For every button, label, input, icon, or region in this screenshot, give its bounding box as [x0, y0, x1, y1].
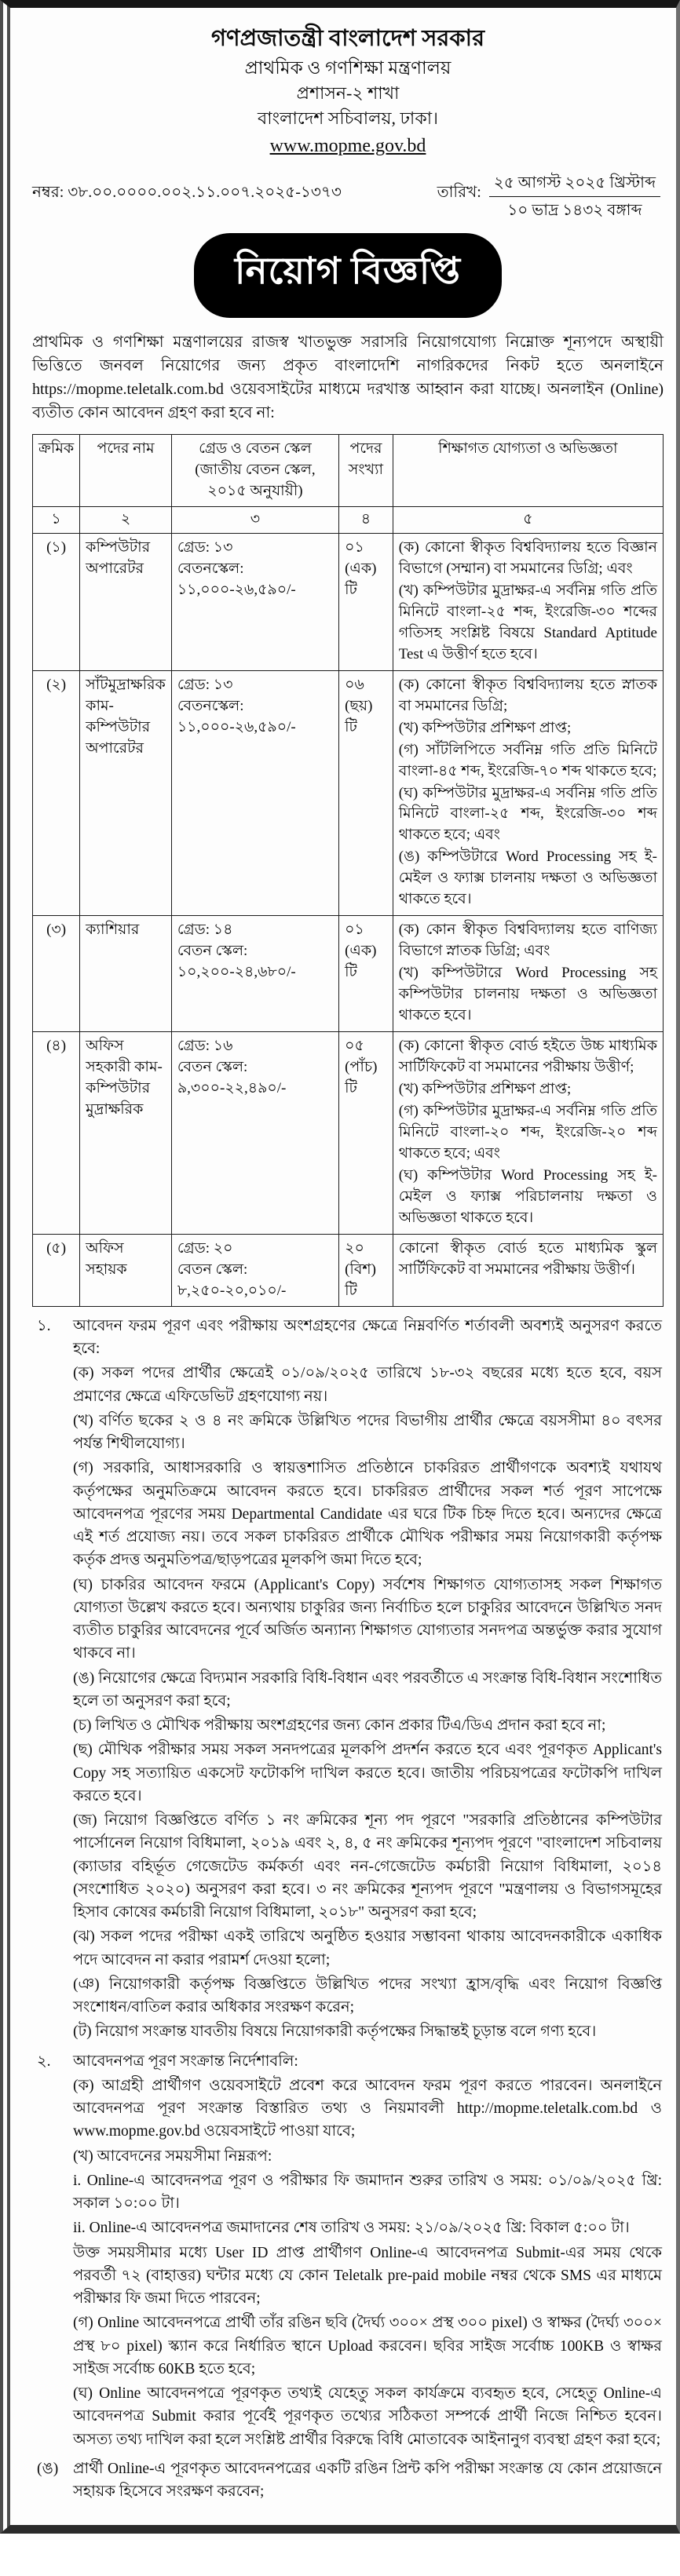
intro-paragraph: প্রাথমিক ও গণশিক্ষা মন্ত্রণালয়ের রাজস্ব খাতভুক্ত সরাসরি নিয়োগযোগ্য নিম্নোক্ত শূন্যপদে অস্থায়ী ভিত্তিতে জনবল নিয়োগের জন্য প্রকৃত বাংলাদেশি নাগরিকদের নিকট হতে অনলাইনে https://mopme.teletalk.com.bd ওয়েবসাইটের মাধ্যমে দরখাস্ত আহ্বান করা যাচ্ছে। অনলাইন (Online) ব্যতীত কোন আবেদন গ্রহণ করা হবে না: — [32, 333, 664, 421]
post-name-cell: অফিস সহায়ক — [80, 1234, 172, 1306]
recruitment-table — [32, 434, 664, 1307]
qualification-line: (ক) কোন স্বীকৃত বিশ্ববিদ্যালয় হতে বাণিজ্য বিভাগে স্নাতক ডিগ্রি; এবং — [398, 921, 657, 960]
qualification-line: (ঘ) কম্পিউটার Word Processing সহ ই-মেইল ও ফ্যাক্স পরিচালনায় দক্ষতা ও অভিজ্ঞতা থাকতে হবে। — [398, 1166, 657, 1226]
condition-section — [32, 2457, 664, 2505]
col-header-count: পদের সংখ্যা — [339, 434, 393, 506]
condition-item: (খ) বর্ণিত ছকের ২ ও ৪ নং ক্রমিকে উল্লিখিত পদের বিভাগীয় প্রার্থীর ক্ষেত্রে বয়সসীমা ৪০ বৎসর পর্যন্ত শিথীলযোগ্য। — [73, 1412, 662, 1453]
condition-item: (খ) আবেদনের সময়সীমা নিম্নরূপ: — [73, 2147, 272, 2165]
government-title: গণপ্রজাতন্ত্রী বাংলাদেশ সরকার — [210, 26, 485, 51]
condition-item: (ছ) মৌখিক পরীক্ষার সময় সকল সনদপত্রের মূলকপি প্রদর্শন করতে হবে এবং পূরণকৃত Applicant's Copy সহ সত্যায়িত একসেট ফটোকপি দাখিল করতে হবে। জাতীয় পরিচয়পত্রের ফটোকপি দাখিল করতে হবে। — [73, 1742, 662, 1804]
condition-section — [32, 1315, 664, 2045]
col-number: ১ — [33, 506, 80, 533]
col-number: ৩ — [171, 506, 338, 533]
qualification-line: (ক) কোনো স্বীকৃত বিশ্ববিদ্যালয় হতে স্নাতক বা সমমানের ডিগ্রি; — [398, 676, 657, 714]
col-number: ৪ — [339, 506, 393, 533]
post-count-cell: ০১ (এক) টি — [339, 533, 393, 670]
table-row — [33, 1234, 664, 1306]
secretariat-address: বাংলাদেশ সচিবালয়, ঢাকা। — [258, 108, 438, 129]
qualification-line: (খ) কম্পিউটার মুদ্রাক্ষর-এ সর্বনিম্ন গতি প্রতি মিনিটে বাংলা-২৫ শব্দ, ইংরেজি-৩০ শব্দের গতিসহ সংশ্লিষ্ট বিষয়ে Standard Aptitude Test এ উত্তীর্ণ হতে হবে। — [398, 582, 657, 662]
table-row — [33, 533, 664, 670]
qualification-line: (খ) কম্পিউটার প্রশিক্ষণ প্রাপ্ত; — [398, 1081, 572, 1098]
grade-scale-cell: গ্রেড: ১৩ বেতনস্কেল: ১১,০০০-২৬,৫৯০/- — [171, 533, 338, 670]
table-row — [33, 916, 664, 1032]
condition-item: (ট) নিয়োগ সংক্রান্ত যাবতীয় বিষয়ে নিয়োগকারী কর্তৃপক্ষের সিদ্ধান্তই চূড়ান্ত বলে গণ্য হবে। — [73, 2023, 597, 2041]
notice-title: নিয়োগ বিজ্ঞপ্তি — [194, 233, 502, 318]
date-stack — [489, 171, 660, 222]
qualification-line: (খ) কম্পিউটার প্রশিক্ষণ প্রাপ্ত; — [398, 719, 572, 736]
section-number: ১. — [37, 1317, 51, 1334]
col-header-grade: গ্রেড ও বেতন স্কেল (জাতীয় বেতন স্কেল, ২০১৫ অনুযায়ী) — [171, 434, 338, 506]
condition-item: (চ) লিখিত ও মৌখিক পরীক্ষায় অংশগ্রহণের জন্য কোন প্রকার টিএ/ডিএ প্রদান করা হবে না; — [73, 1717, 606, 1735]
serial-cell: (৫) — [33, 1234, 80, 1306]
qualification-line: (ক) কোনো স্বীকৃত বোর্ড হইতে উচ্চ মাধ্যমিক সার্টিফিকেট বা সমমানের পরীক্ষায় উত্তীর্ণ; — [398, 1038, 657, 1076]
table-header-row — [33, 434, 664, 506]
qualification-line: (ক) কোনো স্বীকৃত বিশ্ববিদ্যালয় হতে বিজ্ঞান বিভাগে (সম্মান) বা সমমানের ডিগ্রি; এবং — [398, 538, 657, 577]
title-wrap — [32, 233, 664, 318]
section-number: ২. — [37, 2052, 51, 2070]
col-header-post: পদের নাম — [80, 434, 172, 506]
qualification-cell — [393, 533, 663, 670]
post-name-cell: সাঁটমুদ্রাক্ষরিক কাম-কম্পিউটার অপারেটর — [80, 670, 172, 916]
memo-row — [32, 171, 664, 222]
section-heading: প্রার্থী Online-এ পূরণকৃত আবেদনপত্রের একটি রঙিন প্রিন্ট কপি পরীক্ষা সংক্রান্ত যে কোন প্রয়োজনে সহায়ক হিসেবে সংরক্ষণ করবেন; — [73, 2460, 662, 2501]
qualification-cell — [393, 670, 663, 916]
memo-date — [437, 171, 664, 222]
ministry-name: প্রাথমিক ও গণশিক্ষা মন্ত্রণালয় — [244, 58, 452, 78]
condition-item: ii. Online-এ আবেদনপত্র জমাদানের শেষ তারিখ ও সময়: ২১/০৯/২০২৫ খ্রি: বিকাল ৫:০০ টা। — [73, 2220, 630, 2237]
website-link[interactable]: www.mopme.gov.bd — [269, 136, 426, 157]
grade-scale-cell: গ্রেড: ১৬ বেতন স্কেল: ৯,৩০০-২২,৪৯০/- — [171, 1032, 338, 1235]
table-row — [33, 670, 664, 916]
qualification-line: (গ) সাঁটলিপিতে সর্বনিম্ন গতি প্রতি মিনিটে বাংলা-৪৫ শব্দ, ইংরেজি-৭০ শব্দ থাকতে হবে; — [398, 741, 657, 779]
qualification-line: (ঙ) কম্পিউটারে Word Processing সহ ই-মেইল ও ফ্যাক্স চালনায় দক্ষতা ও অভিজ্ঞতা থাকতে হবে। — [398, 848, 657, 908]
qualification-line: কোনো স্বীকৃত বোর্ড হতে মাধ্যমিক স্কুল সার্টিফিকেট বা সমমানের পরীক্ষায় উত্তীর্ণ। — [398, 1239, 657, 1278]
post-name-cell: কম্পিউটার অপারেটর — [80, 533, 172, 670]
grade-scale-cell: গ্রেড: ১৪ বেতন স্কেল: ১০,২০০-২৪,৬৮০/- — [171, 916, 338, 1032]
condition-item: (ঙ) নিয়োগের ক্ষেত্রে বিদ্যমান সরকারি বিধি-বিধান এবং পরবর্তীতে এ সংক্রান্ত বিধি-বিধান সংশোধিত হলে তা অনুসরণ করা হবে; — [73, 1669, 662, 1709]
serial-cell: (১) — [33, 533, 80, 670]
post-name-cell: ক্যাশিয়ার — [80, 916, 172, 1032]
section-body — [73, 2050, 664, 2453]
memo-number — [32, 171, 342, 206]
grade-scale-cell: গ্রেড: ২০ বেতন স্কেল: ৮,২৫০-২০,০১০/- — [171, 1234, 338, 1306]
serial-cell: (৩) — [33, 916, 80, 1032]
qualification-cell — [393, 1234, 663, 1306]
date-label: তারিখ: — [437, 183, 481, 201]
qualification-cell — [393, 1032, 663, 1235]
conditions-list — [32, 1315, 664, 2505]
branch-name: প্রশাসন-২ শাখা — [296, 83, 400, 104]
condition-item: (ঘ) Online আবেদনপত্রে পূরণকৃত তথ্যই যেহেতু সকল কার্যক্রমে ব্যবহৃত হবে, সেহেতু Online-এ আবেদনপত্র Submit করার পূর্বেই পূরণকৃত তথ্যের সঠিকতা সম্পর্কে প্রার্থী নিজে নিশ্চিত হবেন। অসত্য তথ্য দাখিল করা হলে সংশ্লিষ্ট প্রার্থীর বিরুদ্ধে বিধি মোতাবেক আইনানুগ ব্যবস্থা গ্রহণ করা হবে; — [73, 2385, 662, 2448]
condition-item: (গ) সরকারি, আধাসরকারি ও স্বায়ত্তশাসিত প্রতিষ্ঠানে চাকরিরত প্রার্থীগণকে অবশ্যই যথাযথ কর্তৃপক্ষের অনুমতিক্রমে আবেদন করতে হবে। চাকরিরত প্রার্থীদের সকল শর্ত পূরণ সাপেক্ষে আবেদনপত্র পূরণের সময় Departmental Candidate এর ঘরে টিক চিহ্ন দিতে হবে। অন্যদের ক্ষেত্রে এই শর্ত প্রযোজ্য নয়। তবে সকল চাকরিরত প্রার্থীকে মৌখিক পরীক্ষার সময় নিয়োগকারী কর্তৃপক্ষ কর্তৃক প্রদত্ত অনুমতিপত্র/ছাড়পত্রের মূলকপি জমা দিতে হবে; — [73, 1460, 662, 1569]
post-count-cell: ২০ (বিশ) টি — [339, 1234, 393, 1306]
condition-item: (গ) Online আবেদনপত্রে প্রার্থী তাঁর রঙিন ছবি (দৈর্ঘ্য ৩০০× প্রস্থ ৩০০ pixel) ও স্বাক্ষর (দৈর্ঘ্য ৩০০× প্রস্থ ৮০ pixel) স্ক্যান করে নির্ধারিত স্থানে Upload করবেন। ছবির সাইজ সর্বোচ্চ 100KB ও স্বাক্ষর সাইজ সর্বোচ্চ 60KB হতে হবে; — [73, 2315, 662, 2377]
col-number: ২ — [80, 506, 172, 533]
grade-scale-cell: গ্রেড: ১৩ বেতনস্কেল: ১১,০০০-২৬,৫৯০/- — [171, 670, 338, 916]
qualification-line: (খ) কম্পিউটারে Word Processing সহ কম্পিউটার চালনায় দক্ষতা ও অভিজ্ঞতা থাকতে হবে। — [398, 965, 657, 1024]
condition-item: (জ) নিয়োগ বিজ্ঞপ্তিতে বর্ণিত ১ নং ক্রমিকের শূন্য পদ পূরণে "সরকারি প্রতিষ্ঠানের কম্পিউটার পার্সোনেল নিয়োগ বিধিমালা, ২০১৯ এবং ২, ৪, ৫ নং ক্রমিকের শূন্যপদ পূরণে "বাংলাদেশ সচিবালয় (ক্যাডার বহির্ভূত গেজেটেড কর্মকর্তা এবং নন-গেজেটেড কর্মচারী নিয়োগ বিধিমালা, ২০১৪ (সংশোধিত ২০২০) অনুসরণ করা হবে। ৩ নং ক্রমিকের শূন্যপদ পূরণে "মন্ত্রণালয় ও বিভাগসমূহের হিসাব কোষের কর্মচারী নিয়োগ বিধিমালা, ২০১৮" অনুসরণ করা হবে; — [73, 1812, 662, 1921]
memo-number-value: ৩৮.০০.০০০০.০০২.১১.০০৭.২০২৫-১৩৭৩ — [68, 183, 342, 201]
qualification-cell — [393, 916, 663, 1032]
condition-item: i. Online-এ আবেদনপত্র পূরণ ও পরীক্ষার ফি জমাদান শুরুর তারিখ ও সময়: ০১/০৯/২০২৫ খ্রি: সকাল ১০:০০ টা। — [73, 2172, 662, 2213]
col-header-qualification: শিক্ষাগত যোগ্যতা ও অভিজ্ঞতা — [393, 434, 663, 506]
serial-cell: (২) — [33, 670, 80, 916]
section-body — [73, 2457, 664, 2505]
date-bengali: ১০ ভাদ্র ১৪৩২ বঙ্গাব্দ — [507, 201, 642, 219]
section-body — [73, 1315, 664, 2045]
post-name-cell: অফিস সহকারী কাম-কম্পিউটার মুদ্রাক্ষরিক — [80, 1032, 172, 1235]
table-row — [33, 1032, 664, 1235]
condition-item: উক্ত সময়সীমার মধ্যে User ID প্রাপ্ত প্রার্থীগণ Online-এ আবেদনপত্র Submit-এর সময় থেকে পরবর্তী ৭২ (বাহাত্তর) ঘন্টার মধ্যে যে কোন Teletalk pre-paid mobile নম্বর থেকে SMS এর মাধ্যমে পরীক্ষার ফি জমা দিতে পারবেন; — [73, 2244, 662, 2308]
serial-cell: (৪) — [33, 1032, 80, 1235]
section-heading: আবেদন ফরম পূরণ এবং পরীক্ষায় অংশগ্রহণের ক্ষেত্রে নিম্নবর্ণিত শর্তাবলী অবশ্যই অনুসরণ করতে হবে: — [73, 1317, 662, 1358]
memo-number-label: নম্বর: — [32, 183, 64, 201]
col-number: ৫ — [393, 506, 663, 533]
column-number-row — [33, 506, 664, 533]
post-count-cell: ০৬ (ছয়) টি — [339, 670, 393, 916]
condition-item: (ঝ) সকল পদের পরীক্ষা একই তারিখে অনুষ্ঠিত হওয়ার সম্ভাবনা থাকায় আবেদনকারীকে একাধিক পদে আবেদন না করার পরামর্শ দেওয়া হলো; — [73, 1928, 662, 1968]
condition-item: (ঘ) চাকরির আবেদন ফরমে (Applicant's Copy) সর্বশেষ শিক্ষাগত যোগ্যতাসহ সকল শিক্ষাগত যোগ্যতা উল্লেখ করতে হবে। অন্যথায় চাকুরির জন্য নির্বাচিত হলে চাকুরির আবেদনে উল্লিখিত সনদ ব্যতীত চাকুরির আবেদনের পূর্বে অর্জিত অন্যান্য শিক্ষাগত যোগ্যতার সনদপত্র অন্তর্ভুক্ত করার সুযোগ থাকবে না। — [73, 1576, 662, 1662]
qualification-line: (ঘ) কম্পিউটার মুদ্রাক্ষর-এ সর্বনিম্ন গতি প্রতি মিনিটে বাংলা-২৫ শব্দ, ইংরেজি-৩০ শব্দ থাকতে হবে; এবং — [398, 784, 657, 844]
condition-section — [32, 2050, 664, 2453]
condition-item: (ক) আগ্রহী প্রার্থীগণ ওয়েবসাইটে প্রবেশ করে আবেদন ফরম পূরণ করতে পারবেন। অনলাইনে আবেদনপত্র পূরণ সংক্রান্ত বিস্তারিত তথ্য ও নিয়মাবলী http://mopme.teletalk.com.bd ও www.mopme.gov.bd ওয়েবসাইটে পাওয়া যাবে; — [73, 2077, 662, 2140]
section-heading: আবেদনপত্র পূরণ সংক্রান্ত নির্দেশাবলি: — [73, 2052, 298, 2070]
condition-item: (ক) সকল পদের প্রার্থীর ক্ষেত্রেই ০১/০৯/২০২৫ তারিখে ১৮-৩২ বছরের মধ্যে হতে হবে, বয়স প্রমাণের ক্ষেত্রে এফিডেভিট গ্রহণযোগ্য নয়। — [73, 1365, 662, 1405]
post-count-cell: ০১ (এক) টি — [339, 916, 393, 1032]
date-gregorian: ২৫ আগস্ট ২০২৫ খ্রিস্টাব্দ — [489, 171, 660, 197]
section-number: (ঙ) — [37, 2460, 59, 2477]
qualification-line: (গ) কম্পিউটার মুদ্রাক্ষর-এ সর্বনিম্ন গতি প্রতি মিনিটে বাংলা-২০ শব্দ, ইংরেজি-২০ শব্দ থাকতে হবে; এবং — [398, 1103, 657, 1162]
condition-item: (ঞ) নিয়োগকারী কর্তৃপক্ষ বিজ্ঞপ্তিতে উল্লিখিত পদের সংখ্যা হ্রাস/বৃদ্ধি এবং নিয়োগ বিজ্ঞপ্তি সংশোধন/বাতিল করার অধিকার সংরক্ষণ করেন; — [73, 1976, 662, 2016]
col-header-serial: ক্রমিক — [33, 434, 80, 506]
document-header — [32, 22, 664, 160]
post-count-cell: ০৫ (পাঁচ) টি — [339, 1032, 393, 1235]
